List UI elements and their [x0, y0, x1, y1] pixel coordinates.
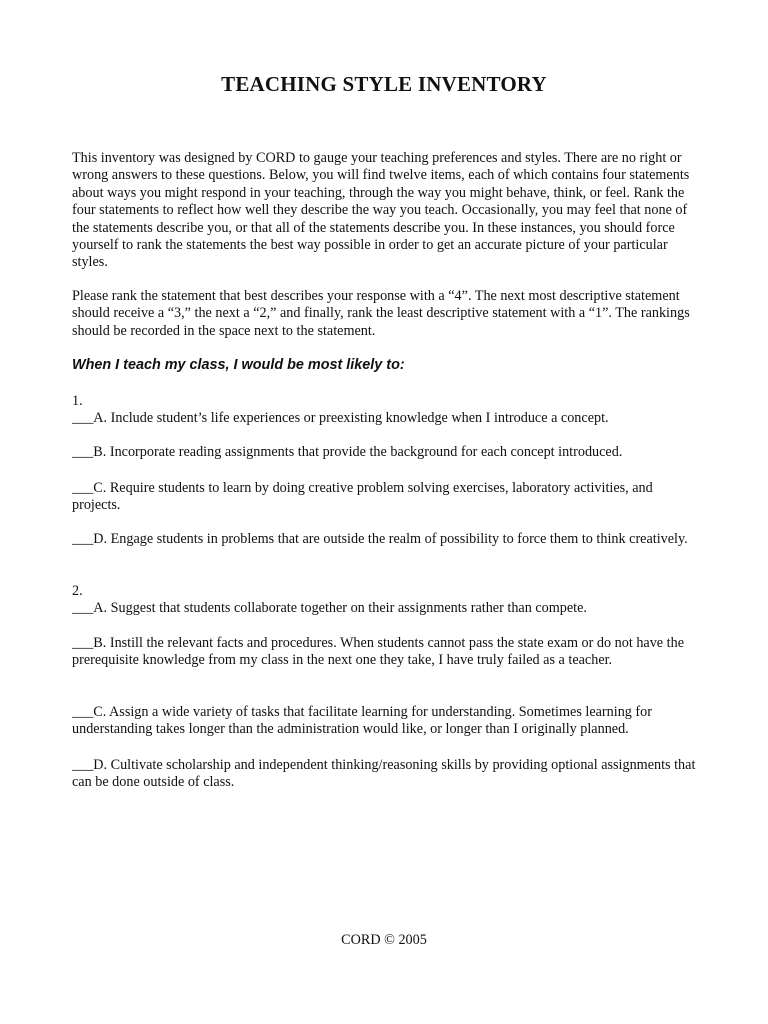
statement-option[interactable]: ___A. Suggest that students collaborate together on their assignments rather than compete.	[72, 600, 587, 617]
inventory-item-1	[72, 393, 702, 428]
ranking-instructions-block	[72, 288, 702, 340]
statement-option[interactable]: ___A. Include student’s life experiences or preexisting knowledge when I introduce a concept.	[72, 410, 609, 427]
inventory-item-2-option-d	[72, 757, 702, 792]
statement-option[interactable]: ___C. Require students to learn by doing creative problem solving exercises, laboratory activities, and projects.	[72, 480, 653, 514]
statement-option[interactable]: ___D. Cultivate scholarship and independent thinking/reasoning skills by providing optional assignments that can be done outside of class.	[72, 757, 696, 791]
ranking-instructions-paragraph: Please rank the statement that best describes your response with a “4”. The next most descriptive statement should receive a “3,” the next a “2,” and finally, rank the least descriptive statement with a “1”. The rankings should be recorded in the space next to the statement.	[72, 288, 690, 339]
item-number: 2.	[72, 583, 83, 599]
statement-option[interactable]: ___D. Engage students in problems that are outside the realm of possibility to force them to think creatively.	[72, 531, 688, 547]
copyright-footer: CORD © 2005	[341, 932, 427, 948]
inventory-item-2	[72, 583, 702, 618]
inventory-item-2-option-c	[72, 704, 702, 739]
statement-option[interactable]: ___B. Incorporate reading assignments that provide the background for each concept introduced.	[72, 444, 623, 460]
inventory-item-1-option-b	[72, 444, 702, 461]
statement-option[interactable]: ___C. Assign a wide variety of tasks that facilitate learning for understanding. Sometimes learning for understanding takes longer than the administration would like, or longer than I originally planned.	[72, 704, 652, 738]
intro-paragraph-block	[72, 150, 702, 272]
inventory-item-1-option-c	[72, 480, 702, 515]
statement-option[interactable]: ___B. Instill the relevant facts and procedures. When students cannot pass the state exam or do not have the prerequisite knowledge from my class in the next one they take, I have truly failed as a teacher.	[72, 635, 684, 669]
inventory-item-1-option-d	[72, 531, 702, 548]
inventory-item-2-option-b	[72, 635, 702, 670]
intro-paragraph: This inventory was designed by CORD to gauge your teaching preferences and styles. There are no right or wrong answers to these questions. Below, you will find twelve items, each of which contains four statements about ways you might respond in your teaching, through the way you might behave, think, or feel. Rank the four statements to reflect how well they describe the way you teach. Occasionally, you may feel that none of the statements describe you, or that all of the statements describe you. In these instances, you should force yourself to rank the statements the best way possible in order to get an accurate picture of your particular styles.	[72, 150, 690, 271]
document-title: TEACHING STYLE INVENTORY	[221, 72, 547, 96]
prompt-heading: When I teach my class, I would be most likely to:	[72, 357, 405, 373]
item-number: 1.	[72, 393, 83, 409]
